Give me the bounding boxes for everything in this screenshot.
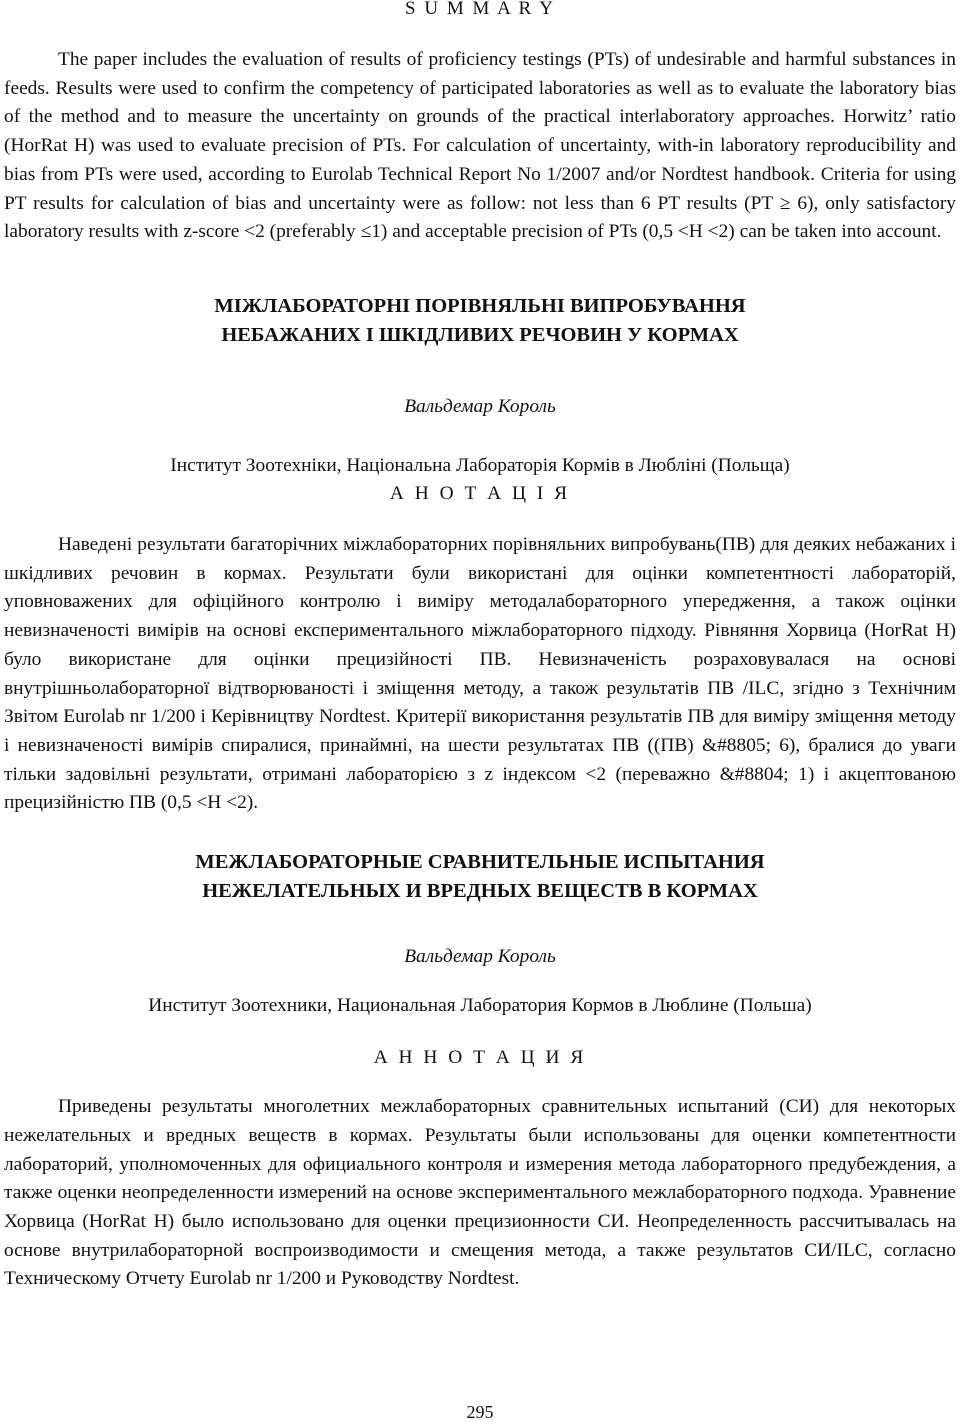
ukrainian-annotation-heading: А Н О Т А Ц І Я bbox=[389, 483, 571, 505]
ukrainian-title-line1: МІЖЛАБОРАТОРНІ ПОРІВНЯЛЬНІ ВИПРОБУВАННЯ bbox=[214, 294, 746, 317]
page-number: 295 bbox=[466, 1402, 494, 1422]
ukrainian-institute: Інститут Зоотехніки, Національна Лабораторія Кормів в Любліні (Польща) bbox=[170, 454, 790, 476]
ukrainian-author: Вальдемар Король bbox=[404, 395, 556, 417]
summary-heading: S U M M A R Y bbox=[405, 0, 555, 19]
ukrainian-title-line2: НЕБАЖАНИХ І ШКІДЛИВИХ РЕЧОВИН У КОРМАХ bbox=[221, 323, 739, 346]
russian-title-line1: МЕЖЛАБОРАТОРНЫЕ СРАВНИТЕЛЬНЫЕ ИСПЫТАНИЯ bbox=[195, 851, 765, 874]
summary-paragraph: The paper includes the evaluation of results of proficiency testings (PTs) of undesirable and harmful substances in feeds. Results were used to confirm the competency of participated laboratories as well as to evaluate the laboratory bias of the method and to measure the uncertainty on grounds of the practical interlaboratory approaches. Horwitz’ ratio (HorRat H) was used to evaluate precision of PTs. For calculation of uncertainty, with-in laboratory reproducibility and bias from PTs were used, according to Eurolab Technical Report No 1/2007 and/or Nordtest handbook. Criteria for using PT results for calculation of bias and uncertainty were as follow: not less than 6 PT results (PT ≥ 6), only satisfactory laboratory results with z-score <2 (preferably ≤1) and acceptable precision of PTs (0,5 <H <2) can be taken into account. bbox=[4, 49, 956, 243]
russian-title-line2: НЕЖЕЛАТЕЛЬНЫХ И ВРЕДНЫХ ВЕЩЕСТВ В КОРМАХ bbox=[202, 880, 758, 903]
russian-section bbox=[4, 848, 956, 1294]
russian-institute: Институт Зоотехники, Национальная Лаборатория Кормов в Люблине (Польша) bbox=[148, 994, 812, 1016]
russian-paragraph: Приведены результаты многолетних межлабораторных сравнительных испытаний (СИ) для некоторых нежелательных и вредных веществ в кормах. Результаты были использованы для оценки компетентности лабораторий, уполномоченных для официального контроля и измерения метода лабораторного предубеждения, а также оценки неопределенности измерений на основе экспериментального межлабораторного подхода. Уравнение Хорвица (HorRat H) было использовано для оценки прецизионности СИ. Неопределенность рассчитывалась на основе внутрилабораторной воспроизводимости и смещения метода, а также результатов СИ/ILC, согласно Техническому Отчету Eurolab nr 1/200 и Руководству Nordtest. bbox=[4, 1096, 956, 1290]
ukrainian-section bbox=[4, 292, 956, 818]
russian-author: Вальдемар Король bbox=[404, 946, 556, 968]
ukrainian-paragraph: Наведені результати багаторічних міжлабораторних порівняльних випробувань(ПВ) для деяких небажаних і шкідливих речовин в кормах. Результати були використані для оцінки компетентності лабораторій, уповноважених для офіційного контролю і виміру методалабораторного упередження, а також оцінки невизначеності вимірів на основі експериментального міжлабораторного підходу. Рівняння Хорвица (HorRat H) було використане для оцінки прецизійності ПВ. Невизначеність розраховувалася на основі внутрішньолабораторної відтворюваності і зміщення методу, а також результатів ПВ /ILC, згідно з Технічним Звітом Eurolab nr 1/200 і Керівництву Nordtest. Критерії використання результатів ПВ для виміру зміщення методу і невизначеності вимірів спиралися, принаймні, на шести результатах ПВ ((ПВ) &#8805; 6), бралися до уваги тільки задовільні результати, отримані лабораторією з z індексом <2 (переважно &#8804; 1) і акцептованою прецизійністю ПВ (0,5 <H <2). bbox=[4, 534, 956, 814]
russian-annotation-heading: А Н Н О Т А Ц И Я bbox=[373, 1047, 587, 1069]
